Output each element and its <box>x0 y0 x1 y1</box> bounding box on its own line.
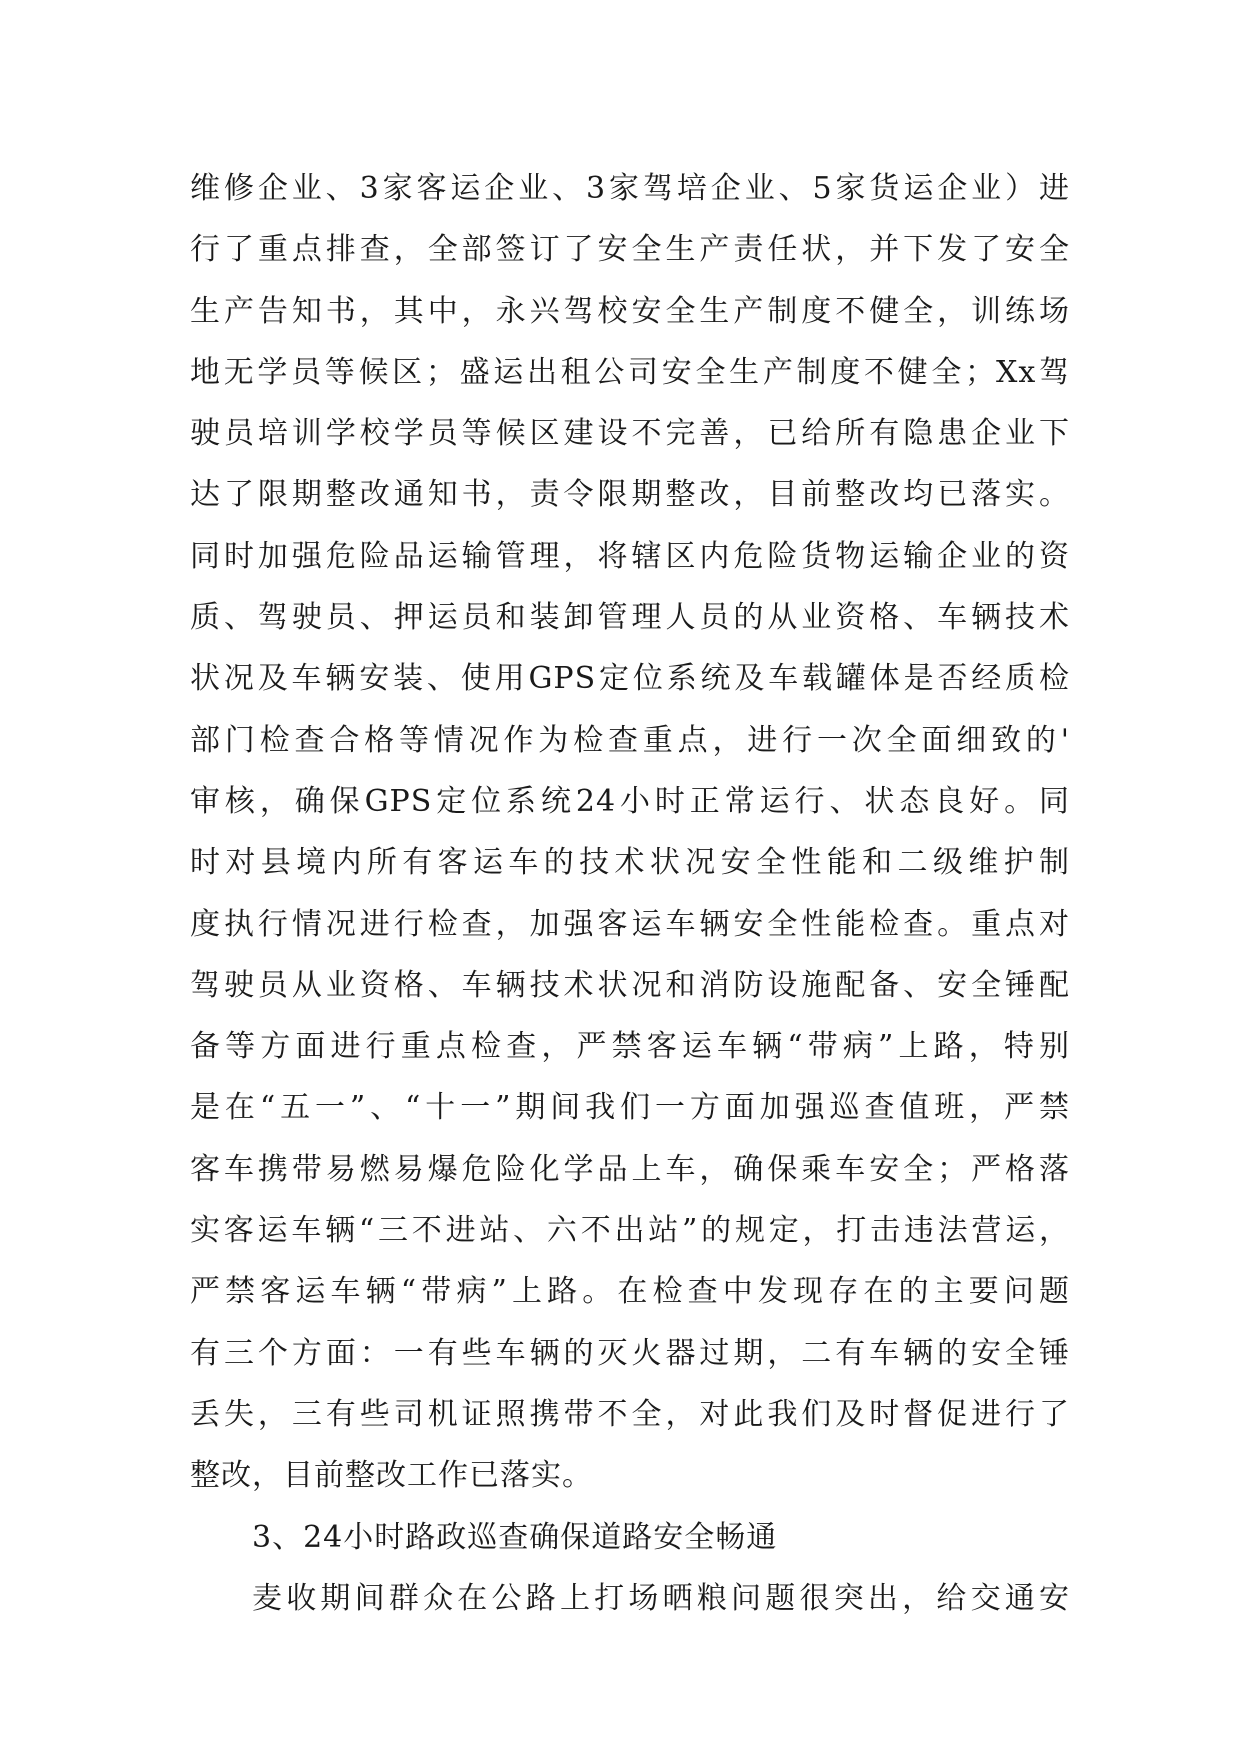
text-line: 驾驶员从业资格、车辆技术状况和消防设施配备、安全锤配 <box>190 967 1070 1003</box>
text-line: 状况及车辆安装、使用GPS定位系统及车载罐体是否经质检 <box>190 661 1070 697</box>
text-line: 有三个方面：一有些车辆的灭火器过期，二有车辆的安全锤 <box>190 1335 1070 1371</box>
text-line: 质、驾驶员、押运员和装卸管理人员的从业资格、车辆技术 <box>190 600 1070 636</box>
text-line: 实客运车辆“三不进站、六不出站”的规定，打击违法营运， <box>190 1213 1070 1249</box>
text-line: 是在“五一”、“十一”期间我们一方面加强巡查值班，严禁 <box>190 1090 1070 1126</box>
paragraph-end-line: 整改，目前整改工作已落实。 <box>190 1458 593 1494</box>
text-line: 驶员培训学校学员等候区建设不完善，已给所有隐患企业下 <box>190 416 1070 452</box>
text-line: 地无学员等候区；盛运出租公司安全生产制度不健全；Xx驾 <box>190 354 1070 390</box>
text-line: 审核，确保GPS定位系统24小时正常运行、状态良好。同 <box>190 783 1070 819</box>
text-line: 时对县境内所有客运车的技术状况安全性能和二级维护制 <box>190 845 1070 881</box>
text-line: 行了重点排查，全部签订了安全生产责任状，并下发了安全 <box>190 232 1070 268</box>
text-line: 麦收期间群众在公路上打场晒粮问题很突出，给交通安 <box>252 1580 1070 1616</box>
text-line: 部门检查合格等情况作为检查重点，进行一次全面细致的' <box>190 722 1070 758</box>
text-line: 生产告知书，其中，永兴驾校安全生产制度不健全，训练场 <box>190 293 1070 329</box>
text-line: 达了限期整改通知书，责令限期整改，目前整改均已落实。 <box>190 477 1070 513</box>
text-line: 度执行情况进行检查，加强客运车辆安全性能检查。重点对 <box>190 906 1070 942</box>
text-line: 备等方面进行重点检查，严禁客运车辆“带病”上路，特别 <box>190 1029 1070 1065</box>
text-line: 维修企业、3家客运企业、3家驾培企业、5家货运企业）进 <box>190 171 1070 206</box>
text-line: 客车携带易燃易爆危险化学品上车，确保乘车安全；严格落 <box>190 1151 1070 1187</box>
text-line: 同时加强危险品运输管理，将辖区内危险货物运输企业的资 <box>190 538 1070 574</box>
text-line: 丢失，三有些司机证照携带不全，对此我们及时督促进行了 <box>190 1396 1070 1432</box>
body-text <box>190 158 1070 1629</box>
text-line: 严禁客运车辆“带病”上路。在检查中发现存在的主要问题 <box>190 1274 1070 1310</box>
section-heading: 3、24小时路政巡查确保道路安全畅通 <box>252 1519 778 1555</box>
